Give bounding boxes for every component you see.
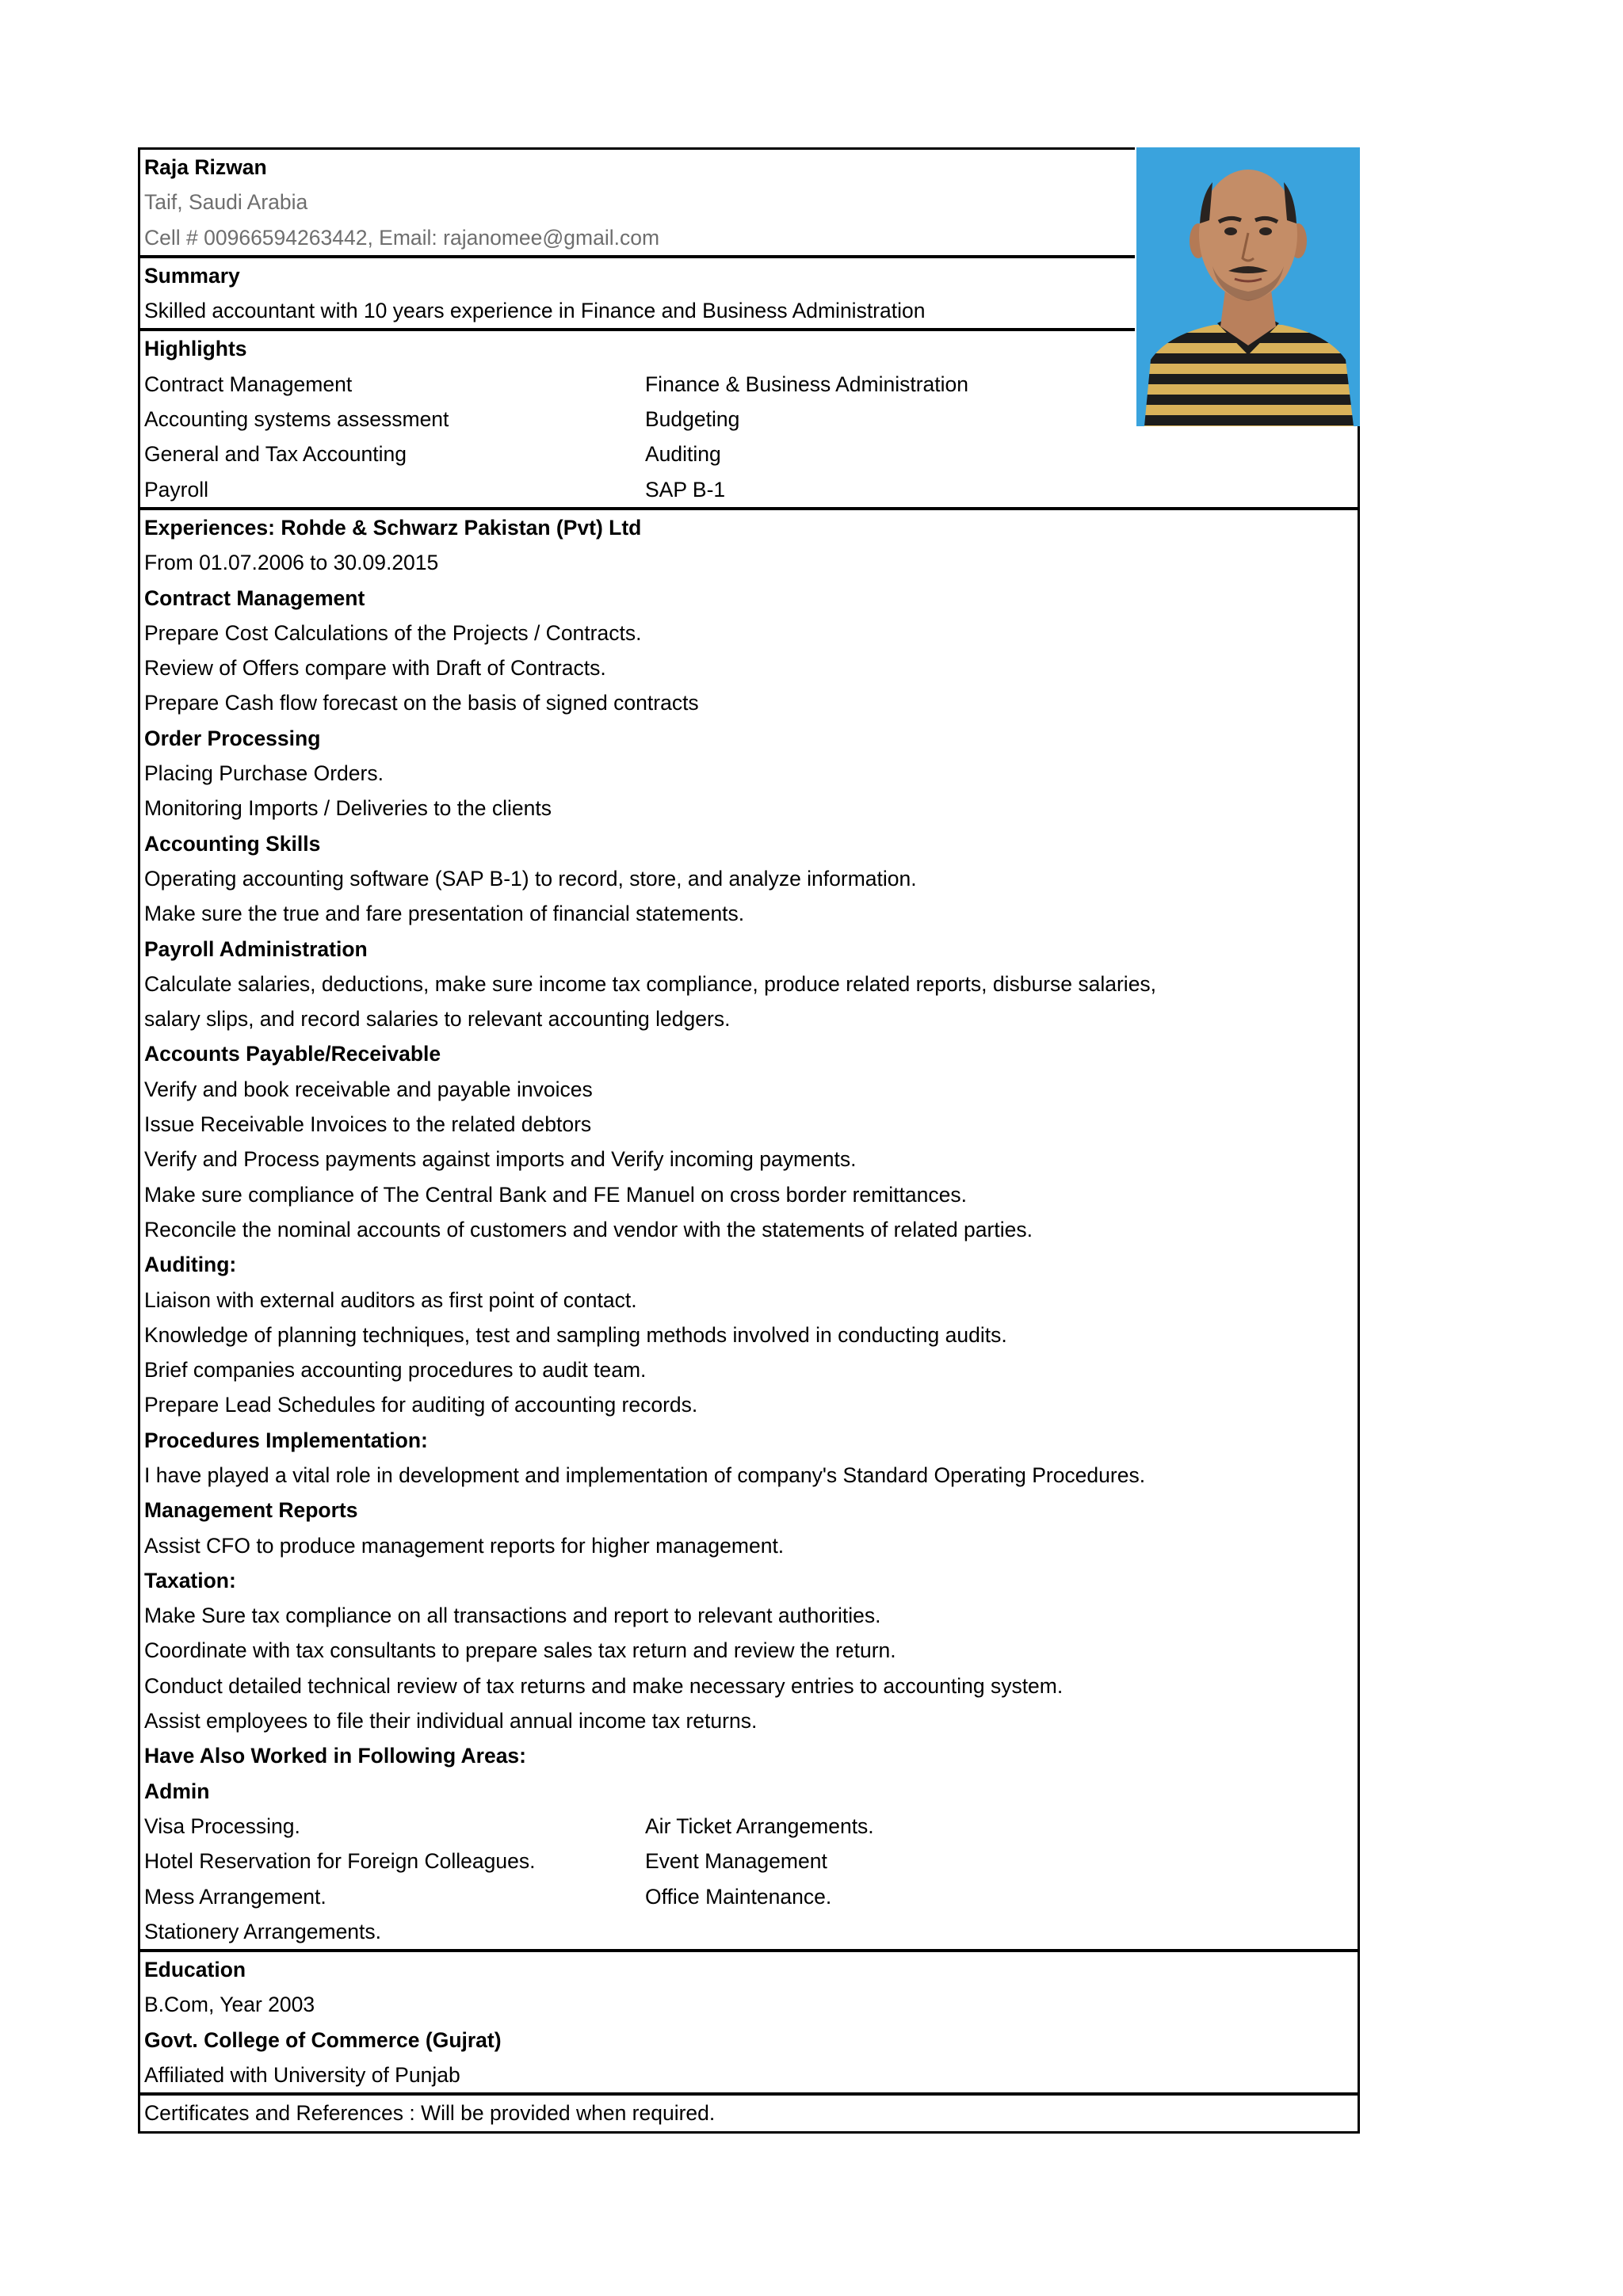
duty-line: Coordinate with tax consultants to prepare sales tax return and review the return. bbox=[144, 1638, 896, 1663]
highlight-item: Budgeting bbox=[645, 407, 740, 432]
highlight-item: Contract Management bbox=[144, 372, 353, 396]
admin-row bbox=[140, 1844, 1358, 1878]
education-section bbox=[140, 1949, 1358, 2092]
highlight-row bbox=[140, 472, 1358, 507]
duty-heading: Payroll Administration bbox=[144, 936, 368, 961]
duty-line: Verify and Process payments against imports and Verify incoming payments. bbox=[144, 1147, 857, 1172]
admin-row bbox=[140, 1879, 1358, 1914]
duty-line: Prepare Cost Calculations of the Projects / Contracts. bbox=[144, 620, 642, 645]
duty-line: Make sure compliance of The Central Bank and FE Manuel on cross border remittances. bbox=[144, 1182, 967, 1207]
duty-line: Make Sure tax compliance on all transactions and report to relevant authorities. bbox=[144, 1604, 881, 1628]
education-heading: Education bbox=[144, 1958, 246, 1982]
candidate-name: Raja Rizwan bbox=[144, 155, 267, 179]
references-section bbox=[140, 2092, 1358, 2130]
duty-heading: Contract Management bbox=[144, 585, 365, 610]
duty-line: Prepare Cash flow forecast on the basis of signed contracts bbox=[144, 691, 699, 715]
admin-item: Air Ticket Arrangements. bbox=[645, 1814, 874, 1838]
admin-item bbox=[645, 1914, 1358, 1949]
summary-text: Skilled accountant with 10 years experience in Finance and Business Administration bbox=[144, 299, 926, 323]
experience-period: From 01.07.2006 to 30.09.2015 bbox=[144, 551, 439, 575]
education-college: Govt. College of Commerce (Gujrat) bbox=[144, 2027, 502, 2052]
highlight-row bbox=[140, 437, 1358, 471]
highlight-item: Finance & Business Administration bbox=[645, 372, 969, 396]
highlight-item: SAP B-1 bbox=[645, 477, 726, 502]
education-degree: B.Com, Year 2003 bbox=[144, 1993, 315, 2017]
duty-line: Brief companies accounting procedures to audit team. bbox=[144, 1358, 647, 1383]
admin-row bbox=[140, 1809, 1358, 1844]
admin-item: Stationery Arrangements. bbox=[144, 1919, 382, 1943]
duty-line: salary slips, and record salaries to relevant accounting ledgers. bbox=[144, 1007, 731, 1032]
duty-line: Operating accounting software (SAP B-1) to record, store, and analyze information. bbox=[144, 866, 917, 891]
duty-line: Knowledge of planning techniques, test and sampling methods involved in conducting audits. bbox=[144, 1322, 1007, 1347]
duty-heading: Procedures Implementation: bbox=[144, 1428, 428, 1452]
candidate-contact: Cell # 00966594263442, Email: rajanomee@gmail.com bbox=[144, 225, 660, 250]
highlight-item: Accounting systems assessment bbox=[144, 407, 449, 432]
duty-line: Assist employees to file their individual annual income tax returns. bbox=[144, 1709, 758, 1733]
admin-heading: Admin bbox=[144, 1779, 210, 1803]
highlight-item: Auditing bbox=[645, 442, 721, 467]
duty-line: Monitoring Imports / Deliveries to the clients bbox=[144, 796, 552, 821]
duty-line: Reconcile the nominal accounts of customers and vendor with the statements of related parties. bbox=[144, 1217, 1033, 1241]
admin-item: Visa Processing. bbox=[144, 1814, 300, 1838]
duty-line: Review of Offers compare with Draft of Contracts. bbox=[144, 656, 606, 681]
experience-section bbox=[140, 507, 1358, 1949]
admin-row bbox=[140, 1914, 1358, 1949]
duty-heading: Taxation: bbox=[144, 1568, 236, 1592]
portrait-illustration bbox=[1136, 147, 1360, 426]
duty-line: Verify and book receivable and payable invoices bbox=[144, 1077, 593, 1101]
duty-heading: Auditing: bbox=[144, 1253, 237, 1277]
duty-line: Liaison with external auditors as first point of contact. bbox=[144, 1287, 637, 1312]
admin-item: Hotel Reservation for Foreign Colleagues. bbox=[144, 1849, 536, 1874]
duty-heading: Accounts Payable/Receivable bbox=[144, 1042, 441, 1066]
admin-item: Mess Arrangement. bbox=[144, 1884, 327, 1909]
references-text: Certificates and References : Will be provided when required. bbox=[144, 2101, 716, 2126]
summary-heading: Summary bbox=[144, 263, 240, 288]
resume-sheet bbox=[138, 147, 1360, 2134]
other-areas-heading: Have Also Worked in Following Areas: bbox=[144, 1744, 526, 1768]
highlight-item: General and Tax Accounting bbox=[144, 442, 407, 467]
admin-item: Office Maintenance. bbox=[645, 1884, 832, 1909]
experience-heading: Experiences: Rohde & Schwarz Pakistan (Pvt) Ltd bbox=[144, 515, 642, 540]
duty-heading: Management Reports bbox=[144, 1498, 358, 1523]
duty-line: I have played a vital role in development and implementation of company's Standard Operating Procedures. bbox=[144, 1463, 1146, 1487]
duty-heading: Order Processing bbox=[144, 726, 321, 750]
admin-item: Event Management bbox=[645, 1849, 827, 1874]
duty-line: Calculate salaries, deductions, make sure income tax compliance, produce related reports, disburse salaries, bbox=[144, 971, 1157, 996]
candidate-location: Taif, Saudi Arabia bbox=[144, 190, 308, 215]
duty-line: Conduct detailed technical review of tax returns and make necessary entries to accounting system. bbox=[144, 1673, 1064, 1698]
highlights-heading: Highlights bbox=[144, 337, 247, 361]
duty-line: Issue Receivable Invoices to the related debtors bbox=[144, 1112, 592, 1137]
duty-line: Placing Purchase Orders. bbox=[144, 761, 384, 786]
highlight-item: Payroll bbox=[144, 477, 209, 502]
duty-heading: Accounting Skills bbox=[144, 831, 321, 856]
duty-line: Make sure the true and fare presentation of financial statements. bbox=[144, 902, 745, 926]
duty-line: Assist CFO to produce management reports for higher management. bbox=[144, 1533, 785, 1558]
profile-photo bbox=[1135, 147, 1360, 426]
education-affiliation: Affiliated with University of Punjab bbox=[144, 2063, 460, 2088]
duty-line: Prepare Lead Schedules for auditing of accounting records. bbox=[144, 1393, 698, 1417]
